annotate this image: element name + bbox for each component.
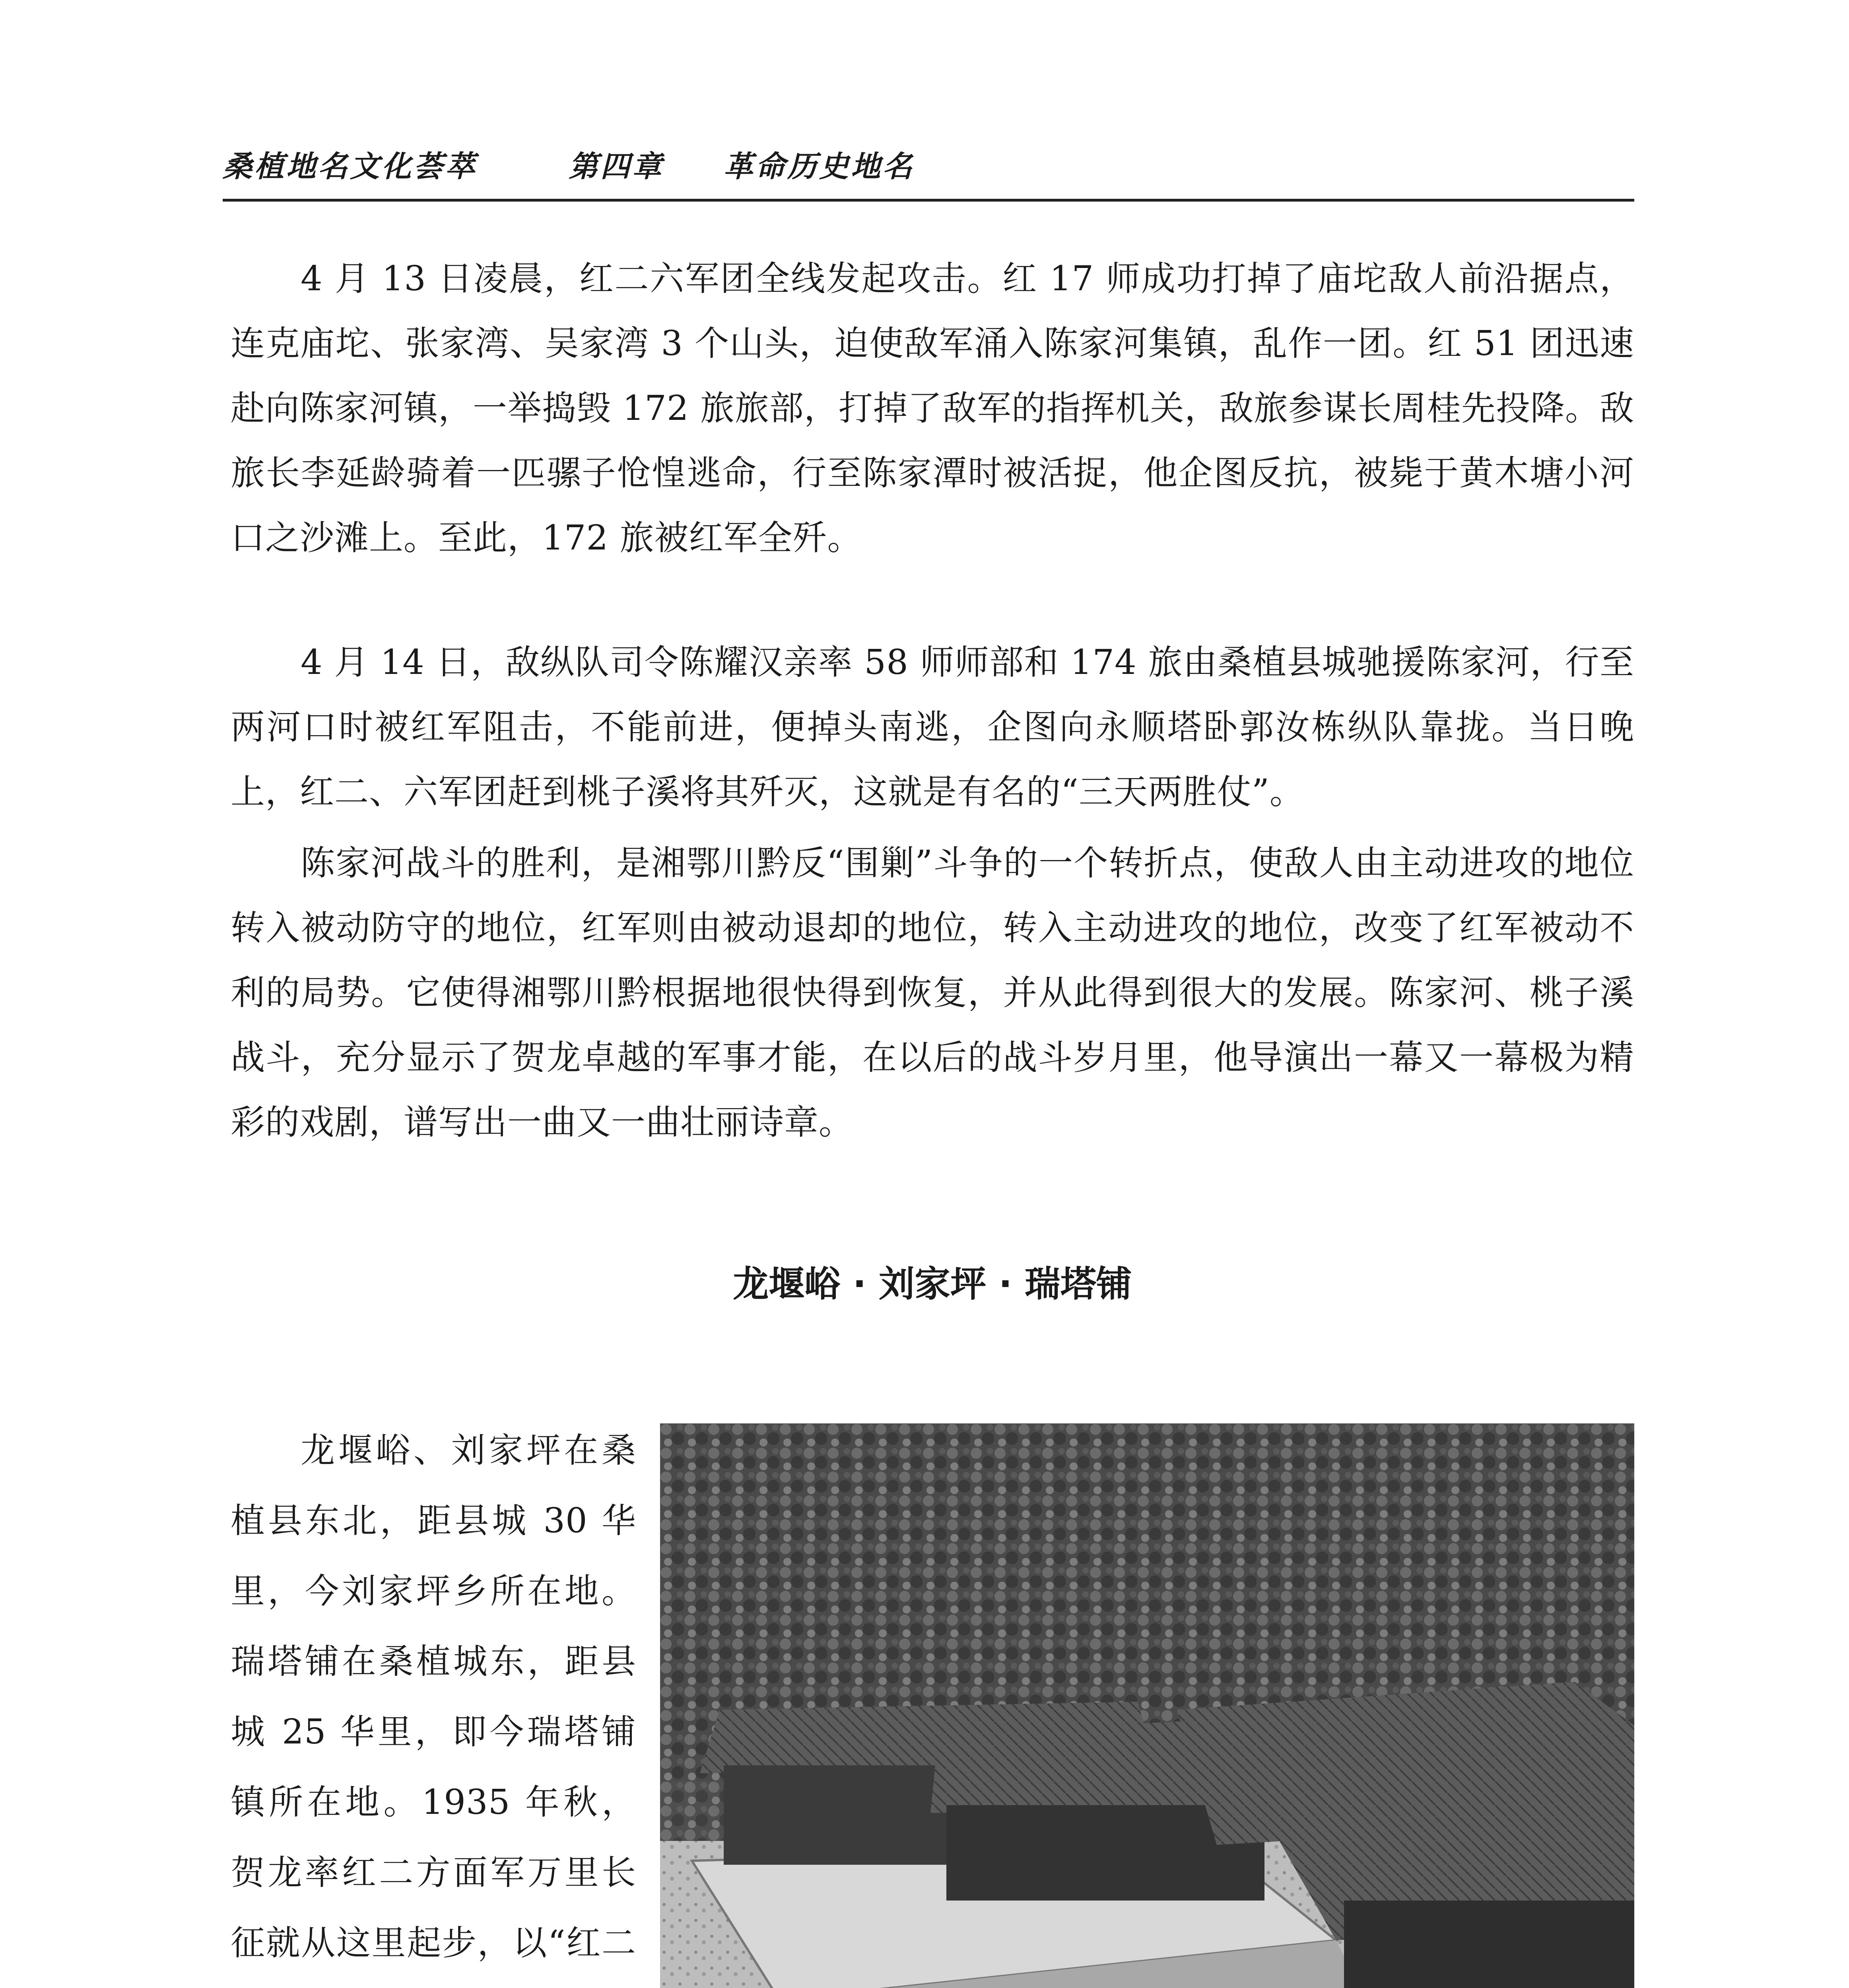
section-paragraph-1: 龙堰峪、刘家坪在桑植县东北，距县城 30 华里，今刘家坪乡所在地。瑞塔铺在桑植城东，距县城 25 华里，即今瑞塔铺镇所在地。1935 年秋，贺龙率红二方面军万里长征就从这里起步，以“红二 (231, 1431, 636, 1963)
chapter-title: 革命历史地名 (724, 149, 915, 184)
photo-old-buildings (660, 1423, 1634, 1988)
book-title: 桑植地名文化荟萃 (223, 149, 477, 184)
section-title: 龙堰峪 · 刘家坪 · 瑞塔铺 (733, 1263, 1132, 1305)
chapter-label: 第四章 (569, 149, 664, 184)
running-header (223, 143, 1634, 191)
header-rule (223, 199, 1634, 202)
paragraph-1: 4 月 13 日凌晨，红二六军团全线发起攻击。红 17 师成功打掉了庙坨敌人前沿据点，连克庙坨、张家湾、吴家湾 3 个山头，迫使敌军涌入陈家河集镇，乱作一团。红 51 团迅速赴向陈家河镇，一举捣毁 172 旅旅部，打掉了敌军的指挥机关，敌旅参谋长周桂先投降。敌旅长李延龄骑着一匹骡子怆惶逃命，行至陈家潭时被活捉，他企图反抗，被毙于黄木塘小河口之沙滩上。至此，172 旅被红军全歼。 (231, 259, 1634, 558)
paragraph-3: 陈家河战斗的胜利，是湘鄂川黔反“围剿”斗争的一个转折点，使敌人由主动进攻的地位转入被动防守的地位，红军则由被动退却的地位，转入主动进攻的地位，改变了红军被动不利的局势。它使得湘鄂川黔根据地很快得到恢复，并从此得到很大的发展。陈家河、桃子溪战斗，充分显示了贺龙卓越的军事才能，在以后的战斗岁月里，他导演出一幕又一幕极为精彩的戏剧，谱写出一曲又一曲壮丽诗章。 (231, 843, 1634, 1142)
paragraph-2: 4 月 14 日，敌纵队司令陈耀汉亲率 58 师师部和 174 旅由桑植县城驰援陈家河，行至两河口时被红军阻击，不能前进，便掉头南逃，企图向永顺塔卧郭汝栋纵队靠拢。当日晚上，红二、六军团赶到桃子溪将其歼灭，这就是有名的“三天两胜仗”。 (231, 643, 1634, 812)
